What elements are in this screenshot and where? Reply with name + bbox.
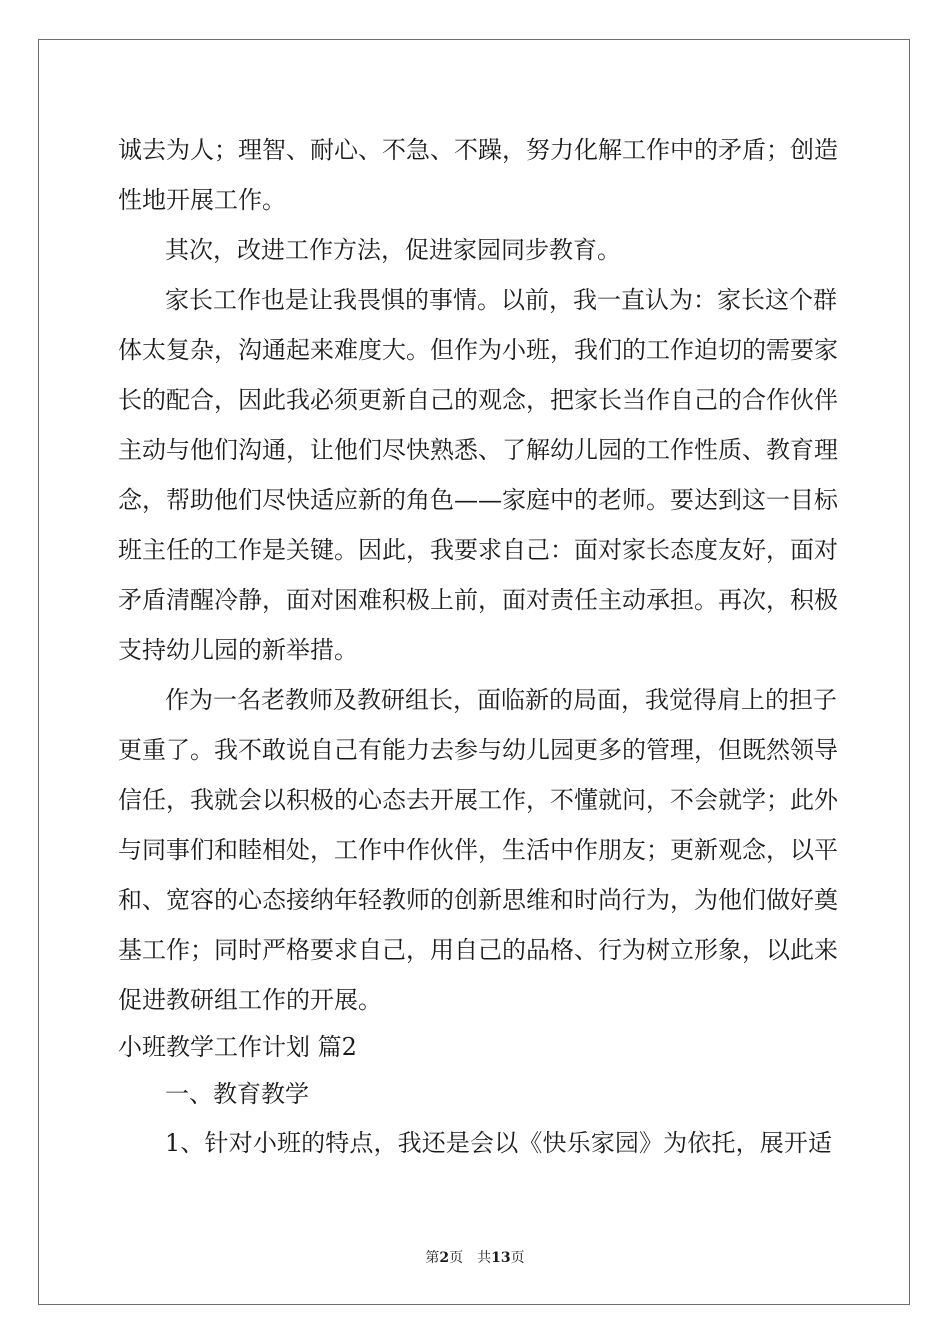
text-line: 念，帮助他们尽快适应新的角色——家庭中的老师。要达到这一目标 bbox=[118, 486, 838, 514]
text-line: 促进教研组工作的开展。 bbox=[118, 986, 382, 1014]
text-line: 与同事们和睦相处，工作中作伙伴，生活中作朋友；更新观念，以平 bbox=[118, 836, 838, 864]
text-line: 性地开展工作。 bbox=[118, 186, 286, 214]
section-heading: 小班教学工作计划 篇2 bbox=[118, 1033, 357, 1061]
total-pages: 13 bbox=[491, 1250, 511, 1266]
text-line: 矛盾清醒冷静，面对困难积极上前，面对责任主动承担。再次，积极 bbox=[118, 586, 838, 614]
text-line: 支持幼儿园的新举措。 bbox=[118, 636, 358, 664]
footer-mid: 页 共 bbox=[449, 1250, 492, 1266]
text-line: 诚去为人；理智、耐心、不急、不躁，努力化解工作中的矛盾；创造 bbox=[118, 136, 838, 164]
footer-prefix: 第 bbox=[425, 1250, 440, 1266]
text-line: 体太复杂，沟通起来难度大。但作为小班，我们的工作迫切的需要家 bbox=[118, 336, 838, 364]
footer-suffix: 页 bbox=[510, 1250, 525, 1266]
text-line: 1、针对小班的特点，我还是会以《快乐家园》为依托，展开适 bbox=[165, 1129, 832, 1157]
text-line: 主动与他们沟通，让他们尽快熟悉、了解幼儿园的工作性质、教育理 bbox=[118, 436, 838, 464]
page-footer bbox=[0, 1247, 950, 1267]
current-page-number: 2 bbox=[439, 1250, 450, 1266]
text-line: 家长工作也是让我畏惧的事情。以前，我一直认为：家长这个群 bbox=[165, 286, 837, 314]
subsection-heading: 一、教育教学 bbox=[165, 1080, 309, 1108]
text-line: 基工作；同时严格要求自己，用自己的品格、行为树立形象，以此来 bbox=[118, 936, 838, 964]
text-line: 和、宽容的心态接纳年轻教师的创新思维和时尚行为，为他们做好奠 bbox=[118, 886, 838, 914]
text-line: 班主任的工作是关键。因此，我要求自己：面对家长态度友好，面对 bbox=[118, 536, 838, 564]
text-line: 长的配合，因此我必须更新自己的观念，把家长当作自己的合作伙伴 bbox=[118, 386, 838, 414]
text-line: 信任，我就会以积极的心态去开展工作，不懂就问，不会就学；此外 bbox=[118, 786, 838, 814]
text-line: 更重了。我不敢说自己有能力去参与幼儿园更多的管理，但既然领导 bbox=[118, 736, 838, 764]
page-border bbox=[38, 39, 910, 1305]
text-line: 其次，改进工作方法，促进家园同步教育。 bbox=[165, 236, 621, 264]
text-line: 作为一名老教师及教研组长，面临新的局面，我觉得肩上的担子 bbox=[165, 686, 837, 714]
